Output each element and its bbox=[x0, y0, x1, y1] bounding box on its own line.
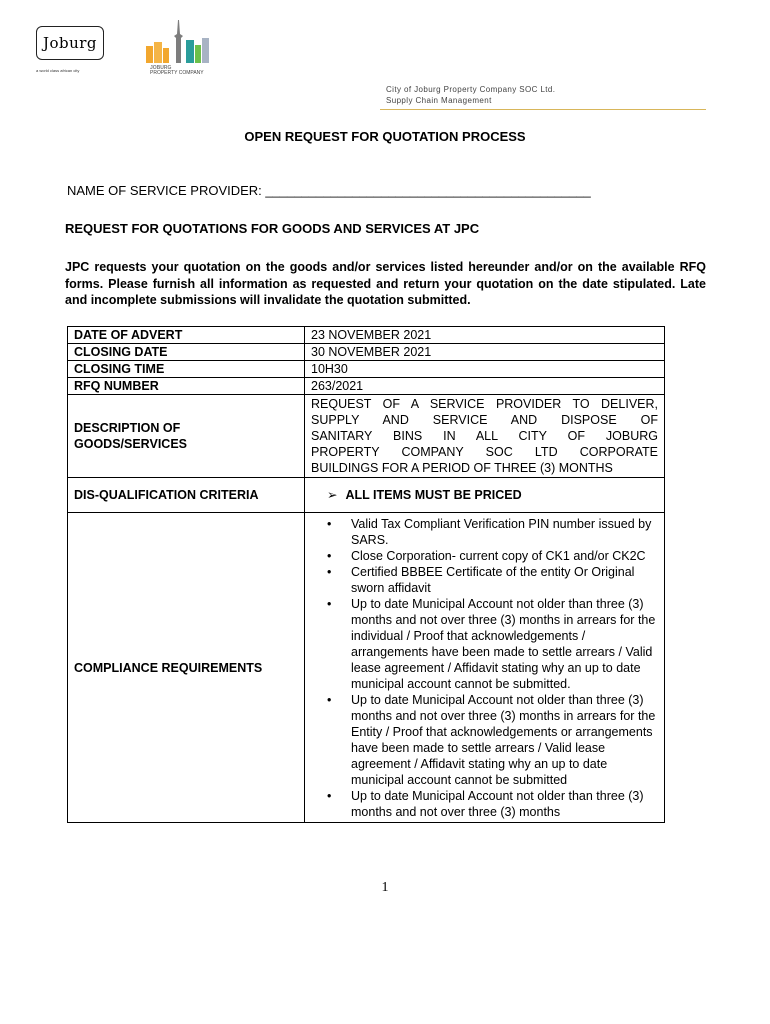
compliance-value bbox=[305, 513, 665, 823]
description-line-1: REQUEST OF A SERVICE PROVIDER TO DELIVER, bbox=[311, 397, 658, 411]
list-item: • Close Corporation- current copy of CK1 and/or CK2C bbox=[351, 548, 658, 564]
closing-time-value: 10H30 bbox=[305, 361, 665, 378]
closing-date-label: CLOSING DATE bbox=[68, 344, 305, 361]
skyline-bar-teal bbox=[186, 40, 194, 63]
page-number: 1 bbox=[381, 880, 389, 895]
compliance-list bbox=[311, 516, 658, 820]
company-header bbox=[386, 84, 555, 106]
date-of-advert-label: DATE OF ADVERT bbox=[68, 327, 305, 344]
list-item: • Up to date Municipal Account not older than three (3) months and not over three (3) months in arrears for the individual / Proof that acknowledgements / arrangements have been made to settle arrears / Valid lease agreement / Affidavit stating why an up to date municipal account cannot be submitted. bbox=[351, 596, 658, 692]
skyline-bar-orange-3 bbox=[163, 48, 169, 63]
joburg-tagline: a world class african city bbox=[36, 68, 80, 73]
skyline-bar-grey bbox=[202, 38, 209, 63]
jpc-logo bbox=[140, 18, 220, 78]
description-value bbox=[305, 395, 665, 478]
list-item: • Certified BBBEE Certificate of the entity Or Original sworn affidavit bbox=[351, 564, 658, 596]
date-of-advert-value: 23 NOVEMBER 2021 bbox=[305, 327, 665, 344]
table-row-compliance bbox=[68, 513, 665, 823]
rfq-heading: REQUEST FOR QUOTATIONS FOR GOODS AND SERVICES AT JPC bbox=[65, 221, 480, 236]
closing-date-value: 30 NOVEMBER 2021 bbox=[305, 344, 665, 361]
skyline-bar-orange-2 bbox=[154, 42, 162, 63]
list-item: • Up to date Municipal Account not older than three (3) months and not over three (3) months bbox=[351, 788, 658, 820]
rfq-number-label: RFQ NUMBER bbox=[68, 378, 305, 395]
description-label bbox=[68, 395, 305, 478]
rfq-details-table bbox=[67, 326, 665, 823]
rfq-number-value: 263/2021 bbox=[305, 378, 665, 395]
description-line-3: SANITARY BINS IN ALL CITY OF JOBURG bbox=[311, 429, 658, 443]
table-row-rfq-number bbox=[68, 378, 665, 395]
closing-time-label: CLOSING TIME bbox=[68, 361, 305, 378]
company-name: City of Joburg Property Company SOC Ltd. bbox=[386, 85, 556, 94]
intro-paragraph: JPC requests your quotation on the goods and/or services listed hereunder and/or on the available RFQ forms. Please furnish all information as requested and return your quotation on the date stipulated. Late and incomplete submissions will invalidate the quotation submitted. bbox=[65, 260, 706, 307]
description-line-4: PROPERTY COMPANY SOC LTD CORPORATE bbox=[311, 445, 658, 459]
disqualification-value bbox=[305, 478, 665, 513]
skyline-bar-orange-1 bbox=[146, 46, 153, 63]
description-label-line1: DESCRIPTION OF bbox=[74, 421, 181, 435]
department-name: Supply Chain Management bbox=[386, 96, 492, 105]
disqualification-text: ALL ITEMS MUST BE PRICED bbox=[345, 488, 522, 502]
list-item: • Up to date Municipal Account not older than three (3) months and not over three (3) months in arrears for the Entity / Proof that acknowledgements or arrangements have been made to settle arrears / Valid lease agreement / Affidavit stating why an up to date municipal account cannot be submitted bbox=[351, 692, 658, 788]
table-row-closing-time bbox=[68, 361, 665, 378]
description-label-line2: GOODS/SERVICES bbox=[74, 437, 187, 451]
table-row-description bbox=[68, 395, 665, 478]
table-row-disqualification bbox=[68, 478, 665, 513]
joburg-logo bbox=[36, 26, 106, 73]
skyline-tower bbox=[174, 20, 183, 63]
header-divider bbox=[380, 109, 706, 110]
page-title: OPEN REQUEST FOR QUOTATION PROCESS bbox=[244, 129, 526, 144]
description-line-5: BUILDINGS FOR A PERIOD OF THREE (3) MONTHS bbox=[311, 461, 613, 475]
service-provider-field: NAME OF SERVICE PROVIDER: _____________________________________________ bbox=[67, 183, 591, 198]
arrow-bullet-icon: ➢ bbox=[327, 487, 338, 502]
disqualification-label: DIS-QUALIFICATION CRITERIA bbox=[68, 478, 305, 513]
table-row-closing-date bbox=[68, 344, 665, 361]
jpc-skyline-icon bbox=[140, 18, 220, 64]
joburg-logo-text: Joburg bbox=[36, 26, 104, 60]
description-line-2: SUPPLY AND SERVICE AND DISPOSE OF bbox=[311, 413, 658, 427]
jpc-logo-line1: JOBURG bbox=[150, 65, 172, 71]
jpc-logo-line2: PROPERTY COMPANY bbox=[150, 70, 204, 76]
table-row-date-of-advert bbox=[68, 327, 665, 344]
jpc-logo-text bbox=[150, 66, 204, 76]
compliance-label: COMPLIANCE REQUIREMENTS bbox=[68, 513, 305, 823]
list-item: • Valid Tax Compliant Verification PIN number issued by SARS. bbox=[351, 516, 658, 548]
skyline-bar-green bbox=[195, 45, 201, 63]
